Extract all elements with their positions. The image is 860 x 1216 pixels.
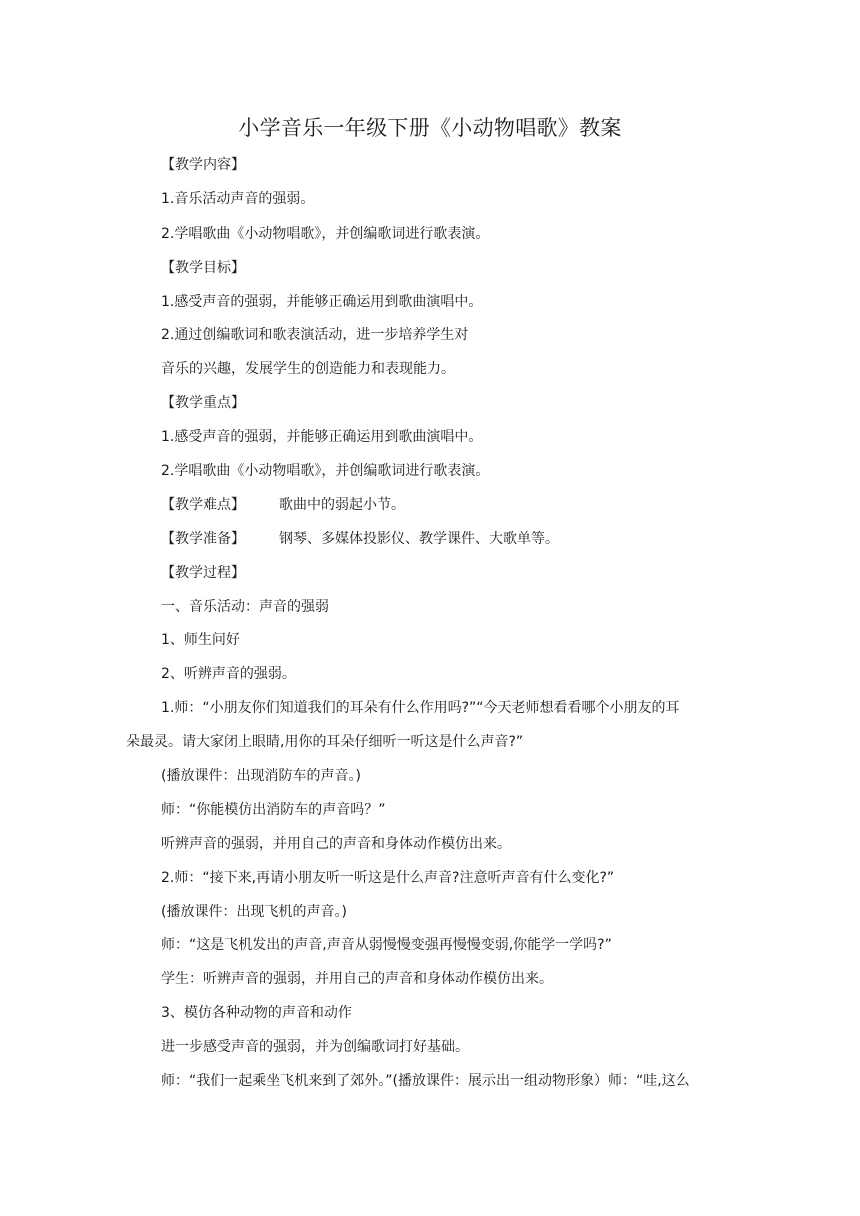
- paragraph-line: 1.音乐活动声音的强弱。: [161, 191, 315, 207]
- paragraph-line: 进一步感受声音的强弱，并为创编歌词打好基础。: [161, 1039, 469, 1055]
- paragraph-line: 2.通过创编歌词和歌表演活动，进一步培养学生对: [161, 327, 469, 343]
- paragraph-line: 师：“我们一起乘坐飞机来到了郊外。”(播放课件：展示出一组动物形象）师：“哇,这么: [161, 1073, 690, 1089]
- paragraph-line: 2、听辨声音的强弱。: [161, 666, 296, 682]
- paragraph-line: 听辨声音的强弱，并用自己的声音和身体动作模仿出来。: [161, 836, 511, 852]
- paragraph-line: 1、师生问好: [161, 632, 240, 648]
- paragraph-line: 2.师：“接下来,再请小朋友听一听这是什么声音?注意听声音有什么变化?”: [161, 870, 615, 886]
- paragraph-line: 1.师：“小朋友你们知道我们的耳朵有什么作用吗?”“今天老师想看看哪个小朋友的耳: [161, 700, 680, 716]
- section-heading-key-points: 【教学重点】: [161, 395, 245, 411]
- paragraph-line: 师：“你能模仿出消防车的声音吗？”: [161, 802, 386, 818]
- preparation-text: 钢琴、多媒体投影仪、教学课件、大歌单等。: [279, 531, 559, 547]
- paragraph-line: 2.学唱歌曲《小动物唱歌》，并创编歌词进行歌表演。: [161, 463, 490, 479]
- paragraph-line: 1.感受声音的强弱，并能够正确运用到歌曲演唱中。: [161, 294, 483, 310]
- difficulty-row: [161, 494, 405, 516]
- document-title: 小学音乐一年级下册《小动物唱歌》教案: [238, 116, 622, 140]
- paragraph-line: 师：“这是飞机发出的声音,声音从弱慢慢变强再慢慢变弱,你能学一学吗?”: [161, 937, 612, 953]
- paragraph-line: 1.感受声音的强弱，并能够正确运用到歌曲演唱中。: [161, 429, 483, 445]
- section-heading-process: 【教学过程】: [161, 565, 245, 581]
- paragraph-line: 学生：听辨声音的强弱，并用自己的声音和身体动作模仿出来。: [161, 971, 553, 987]
- paragraph-line: 朵最灵。请大家闭上眼睛,用你的耳朵仔细听一听这是什么声音?”: [126, 734, 524, 750]
- paragraph-line: 一、音乐活动：声音的强弱: [161, 599, 329, 615]
- preparation-row: [161, 528, 559, 550]
- paragraph-line: 2.学唱歌曲《小动物唱歌》，并创编歌词进行歌表演。: [161, 226, 490, 242]
- paragraph-line: (播放课件：出现消防车的声音。): [161, 768, 361, 784]
- section-heading-goals: 【教学目标】: [161, 260, 245, 276]
- section-heading-preparation: 【教学准备】: [161, 531, 245, 547]
- paragraph-line: 音乐的兴趣，发展学生的创造能力和表现能力。: [161, 361, 455, 377]
- paragraph-line: 3、模仿各种动物的声音和动作: [161, 1005, 352, 1021]
- section-heading-content: 【教学内容】: [161, 157, 245, 173]
- difficulty-text: 歌曲中的弱起小节。: [279, 497, 405, 513]
- paragraph-line: (播放课件：出现飞机的声音。): [161, 904, 347, 920]
- section-heading-difficulty: 【教学难点】: [161, 497, 245, 513]
